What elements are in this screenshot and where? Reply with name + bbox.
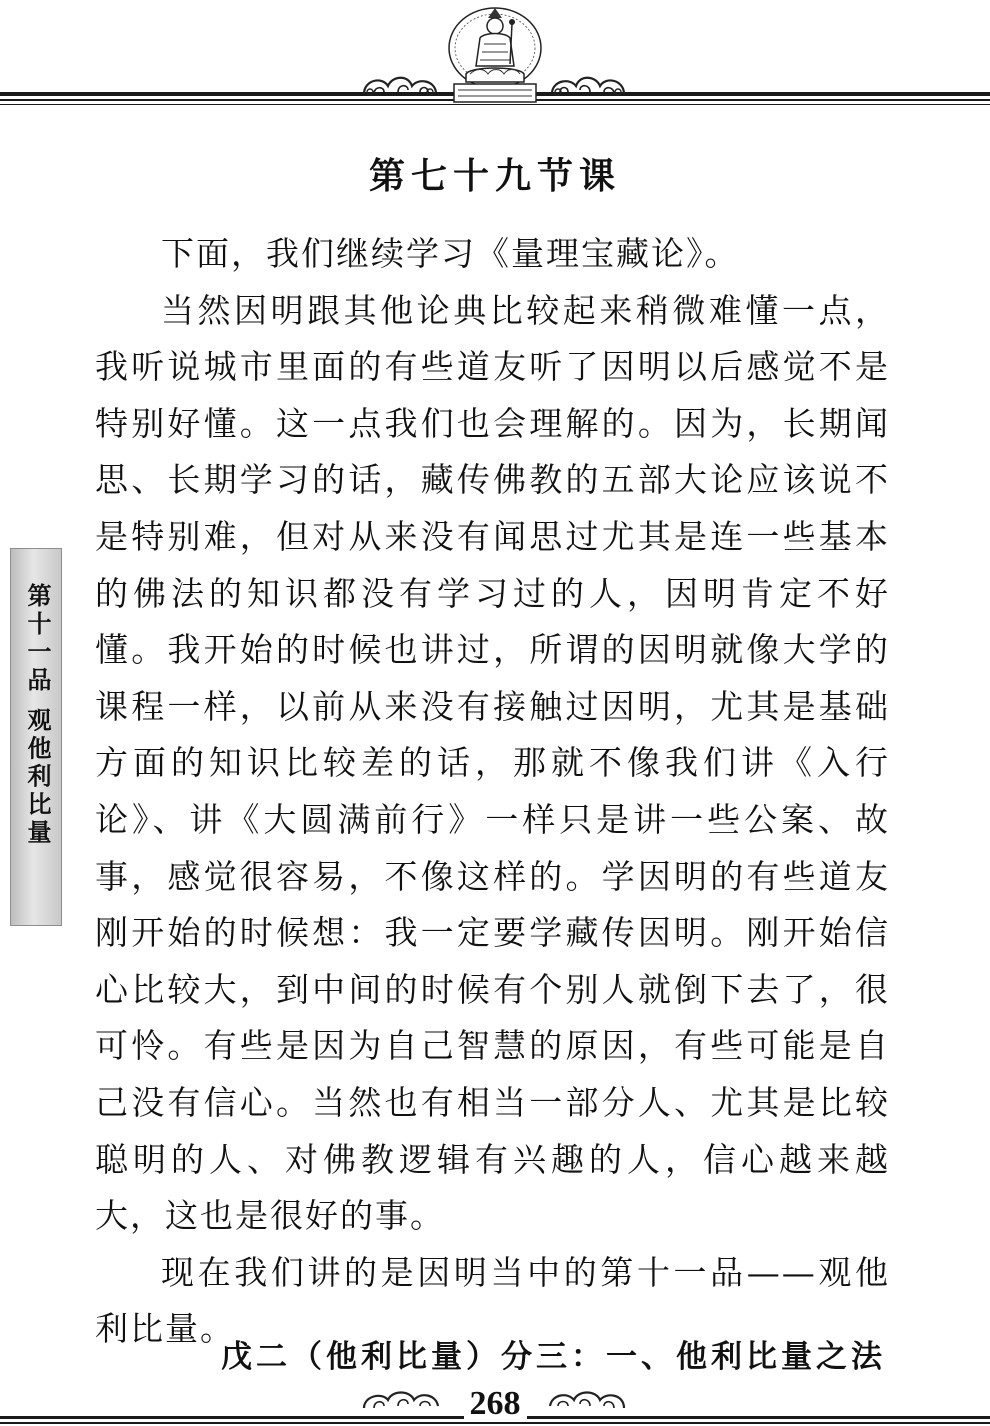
page-number-wrap	[0, 1384, 990, 1424]
paragraph: 现在我们讲的是因明当中的第十一品——观他利比量。	[95, 1252, 890, 1349]
body-text	[95, 226, 890, 1358]
cloud-scroll-icon	[360, 70, 440, 104]
chapter-side-tab	[10, 548, 62, 926]
chapter-side-tab-label: 第十一品 观他利比量	[23, 583, 52, 848]
paragraph: 下面，我们继续学习《量理宝藏论》。	[161, 234, 740, 273]
section-heading: 戊二（他利比量）分三：一、他利比量之法	[221, 1339, 886, 1375]
cloud-scroll-icon	[548, 70, 628, 104]
lesson-title: 第七十九节课	[368, 155, 621, 197]
page-number: 268	[464, 1385, 527, 1422]
paragraph: 当然因明跟其他论典比较起来稍微难懂一点，我听说城市里面的有些道友听了因明以后感觉不是特别好懂。这一点我们也会理解的。因为，长期闻思、长期学习的话，藏传佛教的五部大论应该说不是特别难，但对从来没有闻思过尤其是连一些基本的佛法的知识都没有学习过的人，因明肯定不好懂。我开始的时候也讲过，所谓的因明就像大学的课程一样，以前从来没有接触过因明，尤其是基础方面的知识比较差的话，那就不像我们讲《入行论》、讲《大圆满前行》一样只是讲一些公案、故事，感觉很容易，不像这样的。学因明的有些道友刚开始的时候想：我一定要学藏传因明。刚开始信心比较大，到中间的时候有个别人就倒下去了，很可怜。有些是因为自己智慧的原因，有些可能是自己没有信心。当然也有相当一部分人、尤其是比较聪明的人、对佛教逻辑有兴趣的人，信心越来越大，这也是很好的事。	[95, 290, 890, 1236]
seated-deity-icon	[440, 4, 550, 108]
